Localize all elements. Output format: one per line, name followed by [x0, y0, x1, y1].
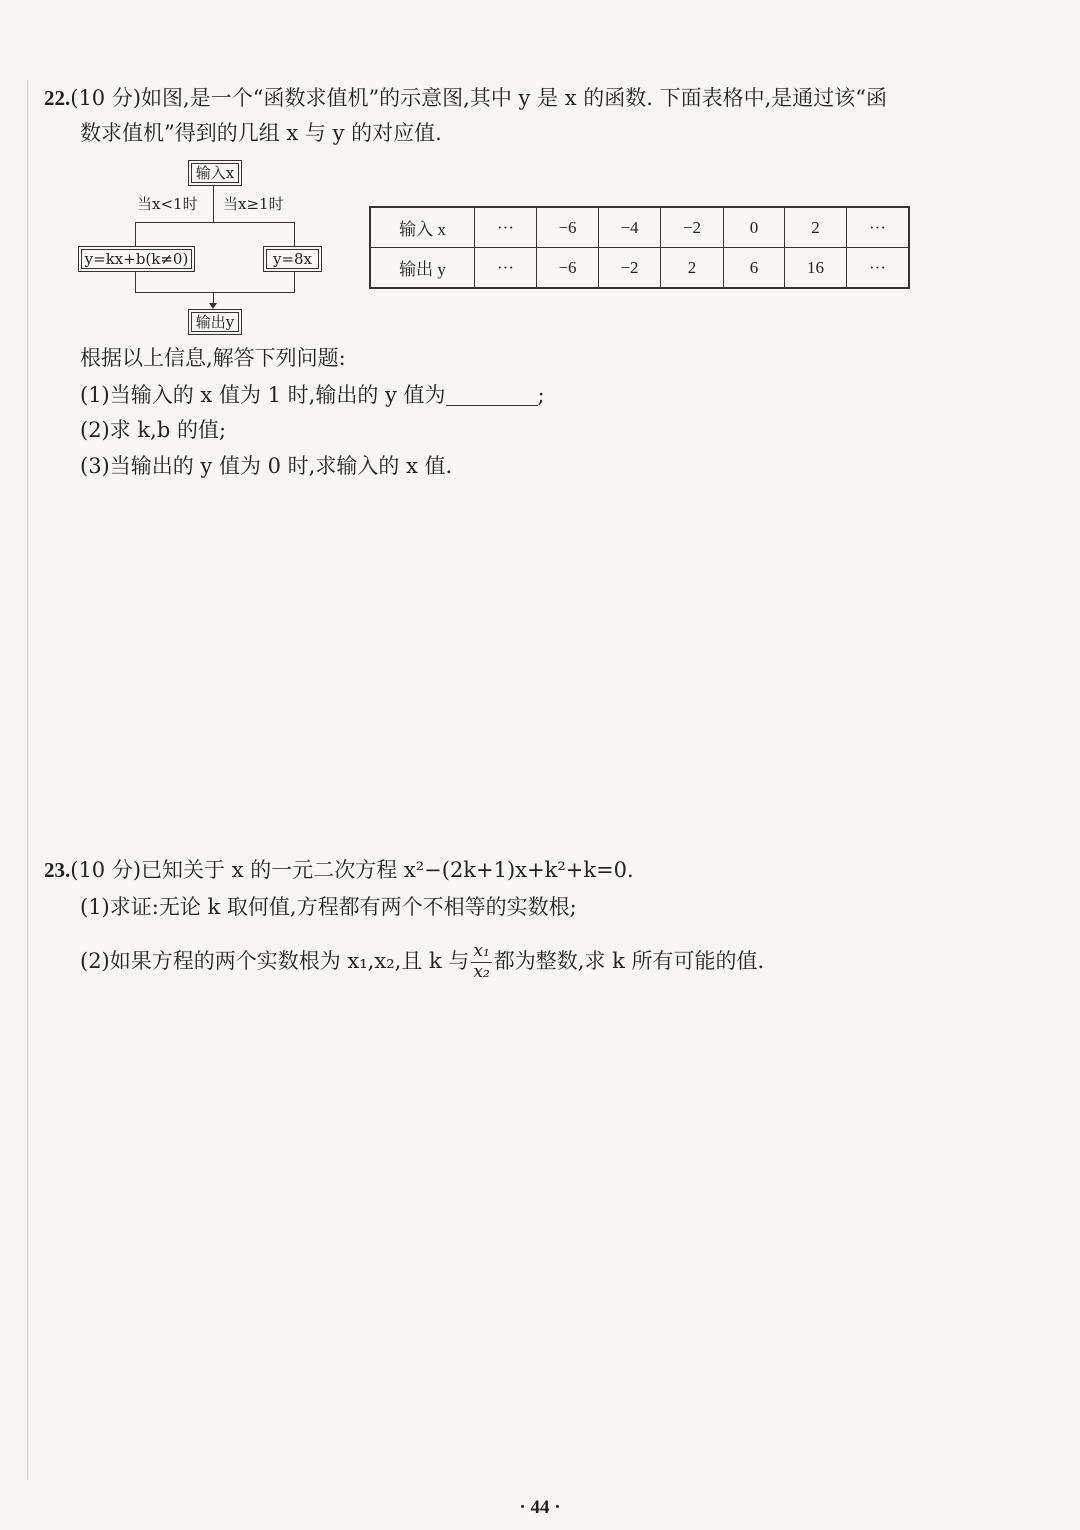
q23-part2-a: (2)如果方程的两个实数根为 x₁,x₂,且 k 与: [80, 949, 470, 973]
flow-box-right: y=8x: [263, 246, 322, 272]
table-cell: −4: [599, 207, 661, 248]
table-cell: −6: [537, 248, 599, 289]
answer-blank[interactable]: [446, 387, 538, 406]
table-cell: −2: [599, 248, 661, 289]
table-cell: 0: [724, 207, 785, 248]
flow-line-merge: [135, 292, 295, 293]
table-cell: 2: [785, 207, 847, 248]
table-cell: 2: [661, 248, 724, 289]
flow-cond-right: 当x≥1时: [223, 195, 284, 213]
table-cell: ···: [475, 207, 537, 248]
fraction-x1-over-x2: [471, 942, 491, 982]
flow-line-split: [135, 222, 295, 223]
table-cell: −2: [661, 207, 724, 248]
table-cell: ···: [475, 248, 537, 289]
page-margin-line: [27, 80, 28, 1480]
table-cell: ···: [847, 248, 910, 289]
table-row-output: [370, 248, 909, 289]
flow-cond-left: 当x<1时: [137, 195, 198, 213]
flow-input-box: 输入x: [188, 160, 242, 186]
table-row-input: [370, 207, 909, 248]
table-cell: 输出 y: [370, 248, 475, 289]
fraction-numerator: x₁: [473, 941, 490, 962]
q22-part1-text: (1)当输入的 x 值为 1 时,输出的 y 值为: [80, 383, 446, 407]
q23-part1: (1)求证:无论 k 取何值,方程都有两个不相等的实数根;: [80, 895, 577, 919]
value-table: [369, 206, 910, 289]
q23-text-line1: (10 分)已知关于 x 的一元二次方程 x²−(2k+1)x+k²+k=0.: [70, 858, 634, 882]
flow-line-left-up: [135, 271, 136, 293]
flow-line-down: [213, 185, 214, 223]
q22-number: 22.: [44, 86, 71, 110]
q22-part3: (3)当输出的 y 值为 0 时,求输入的 x 值.: [80, 454, 453, 478]
table-cell: 输入 x: [370, 207, 475, 248]
table-cell: 6: [724, 248, 785, 289]
fraction-denominator: x₂: [473, 962, 490, 982]
q23-line1: [44, 860, 634, 881]
q23-part2-b: 都为整数,求 k 所有可能的值.: [493, 949, 765, 973]
flow-line-left-down: [135, 222, 136, 246]
q22-text-line1: (10 分)如图,是一个“函数求值机”的示意图,其中 y 是 x 的函数. 下面表格中,是通过该“函: [70, 86, 888, 110]
flow-box-left: y=kx+b(k≠0): [78, 246, 195, 272]
flow-line-right-up: [294, 271, 295, 293]
q22-part1: [80, 385, 545, 406]
page-number: · 44 ·: [519, 1497, 561, 1518]
q22-text-line2: 数求值机”得到的几组 x 与 y 的对应值.: [80, 121, 442, 145]
flow-line-right-down: [294, 222, 295, 246]
q22-intro: 根据以上信息,解答下列问题:: [80, 346, 346, 370]
q23-part2: [80, 938, 764, 984]
table-cell: ···: [847, 207, 910, 248]
q22-part2: (2)求 k,b 的值;: [80, 418, 227, 442]
q23-number: 23.: [44, 858, 71, 882]
q22-part1-end: ;: [537, 383, 545, 407]
table-cell: −6: [537, 207, 599, 248]
table-cell: 16: [785, 248, 847, 289]
q22-line1: [44, 88, 887, 109]
flow-output-box: 输出y: [188, 309, 242, 335]
